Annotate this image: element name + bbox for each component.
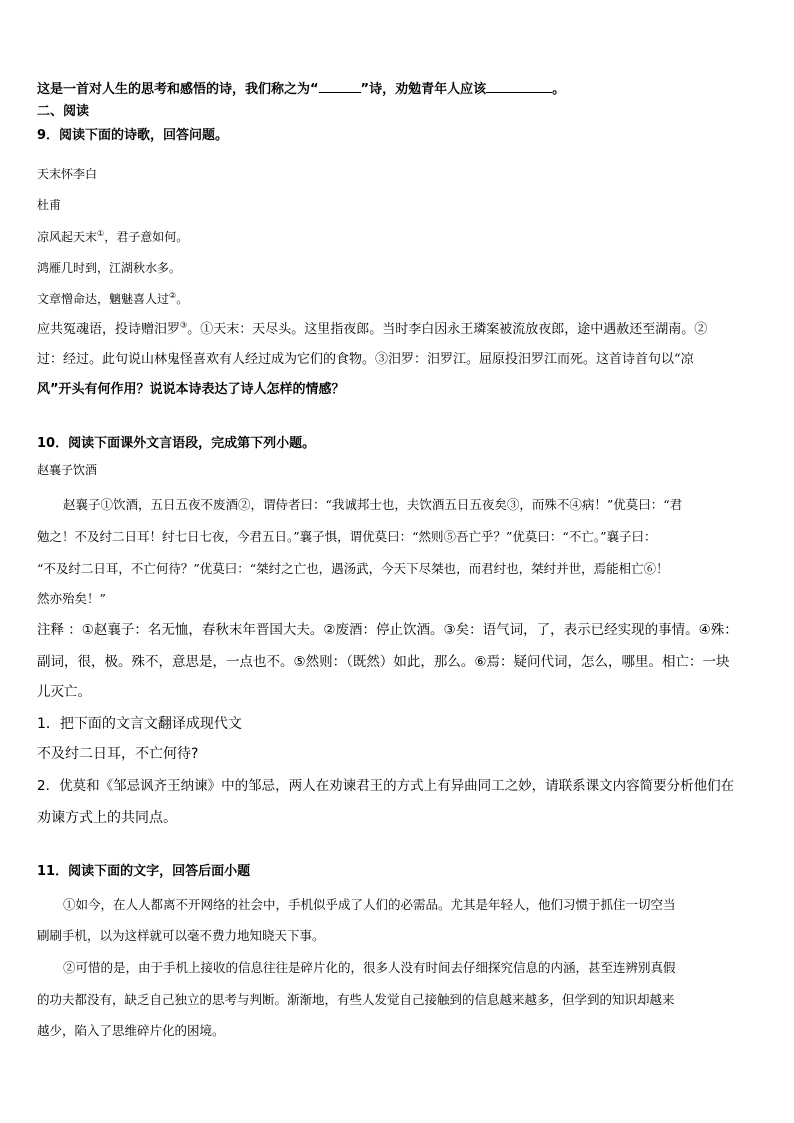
sub-question-1: 1．把下面的文言文翻译成现代文 <box>37 716 242 732</box>
intro-text-b: ”诗，劝勉青年人应该 <box>360 82 487 97</box>
q11-para-1-line-1: ①如今，在人人都离不开网络的社会中，手机似乎成了人们的必需品。尤其是年轻人，他们习惯于抓住一切空当 <box>63 897 676 912</box>
q11-heading: 11．阅读下面的文字，回答后面小题 <box>37 864 251 879</box>
q11-para-2-line-3: 越少，陷入了思维碎片化的困境。 <box>37 1023 225 1038</box>
footnote-mark: ③ <box>180 320 188 330</box>
poem-line-4: 应共冤魂语，投诗赠汨罗③。①天末：天尽头。这里指夜郎。当时李白因永王璘案被流放夜郎，途中遇赦还至湖南。② <box>37 320 708 337</box>
passage-title: 赵襄子饮酒 <box>37 463 98 477</box>
poem-line-3: 文章憎命达，魑魅喜人过②。 <box>37 291 189 306</box>
q11-para-2-line-1: ②可惜的是，由于手机上接收的信息往往是碎片化的，很多人没有时间去仔细探究信息的内涵，甚至连辨别真假 <box>63 960 676 975</box>
q9-heading: 9．阅读下面的诗歌，回答问题。 <box>37 128 229 143</box>
section-heading: 二、阅读 <box>37 104 90 119</box>
annotation-line-2: 副词，很，极。殊不，意思是，一点也不。⑤然则：（既然）如此，那么。⑥焉：疑问代词，怎么，哪里。相亡：一块 <box>37 654 730 670</box>
intro-text-c: 。 <box>552 82 566 97</box>
annotation-line-1: 注释 ：①赵襄子：名无恤，春秋末年晋国大夫。②废酒：停止饮酒。③矣：语气词，了，表示已经实现的事情。④殊： <box>37 622 738 638</box>
intro-line <box>37 80 565 100</box>
intro-text-a: 这是一首对人生的思考和感悟的诗，我们称之为“ <box>37 82 319 97</box>
passage-line-1: 赵襄子①饮酒，五日五夜不废酒②，谓侍者曰：“我诚邦士也，夫饮酒五日五夜矣③，而殊不④病！”优莫曰：“君 <box>63 497 683 512</box>
poem-title: 天末怀李白 <box>37 167 98 181</box>
q11-para-1-line-2: 刷刷手机，以为这样就可以毫不费力地知晓天下事。 <box>37 928 325 943</box>
poem-author: 杜甫 <box>37 198 62 212</box>
q10-heading: 10．阅读下面课外文言语段，完成第下列小题。 <box>37 436 316 451</box>
poem-line-1: 凉风起天末①，君子意如何。 <box>37 229 189 244</box>
poem-note-line: 过：经过。此句说山林鬼怪喜欢有人经过成为它们的食物。③汨罗：汨罗江。屈原投汨罗江而死。这首诗首句以“凉 <box>37 352 694 367</box>
passage-line-2: 勉之！不及纣二日耳！纣七日七夜，今君五日。”襄子惧，谓优莫曰：“然则⑤吾亡乎？”优莫曰：“不亡。”襄子曰： <box>37 529 657 544</box>
sub-question-2-line-1: 2．优莫和《邹忌讽齐王纳谏》中的邹忌，两人在劝谏君王的方式上有异曲同工之妙，请联系课文内容简要分析他们在 <box>37 778 735 794</box>
blank-advice[interactable] <box>486 80 552 93</box>
blank-poem-type[interactable] <box>319 80 361 93</box>
passage-line-4: 然亦殆矣！” <box>37 591 106 606</box>
annotation-line-3: 儿灭亡。 <box>37 684 91 700</box>
sub-question-2-line-2: 劝谏方式上的共同点。 <box>37 810 177 826</box>
q11-para-2-line-2: 的功夫都没有，缺乏自己独立的思考与判断。渐渐地，有些人发觉自己接触到的信息越来越多，但学到的知识却越来 <box>37 992 675 1007</box>
passage-line-3: “不及纣二日耳，不亡何待？”优莫曰：“桀纣之亡也，遇汤武，今天下尽桀也，而君纣也，桀纣并世，焉能相亡⑥！ <box>37 561 669 576</box>
q9-question: 风”开头有何作用？说说本诗表达了诗人怎样的情感？ <box>37 382 345 397</box>
poem-line-2: 鸿雁几时到，江湖秋水多。 <box>37 261 182 275</box>
footnote-mark: ② <box>169 291 177 300</box>
footnote-mark: ① <box>97 229 105 238</box>
sub-question-1-text: 不及纣二日耳，不亡何待? <box>37 746 199 762</box>
